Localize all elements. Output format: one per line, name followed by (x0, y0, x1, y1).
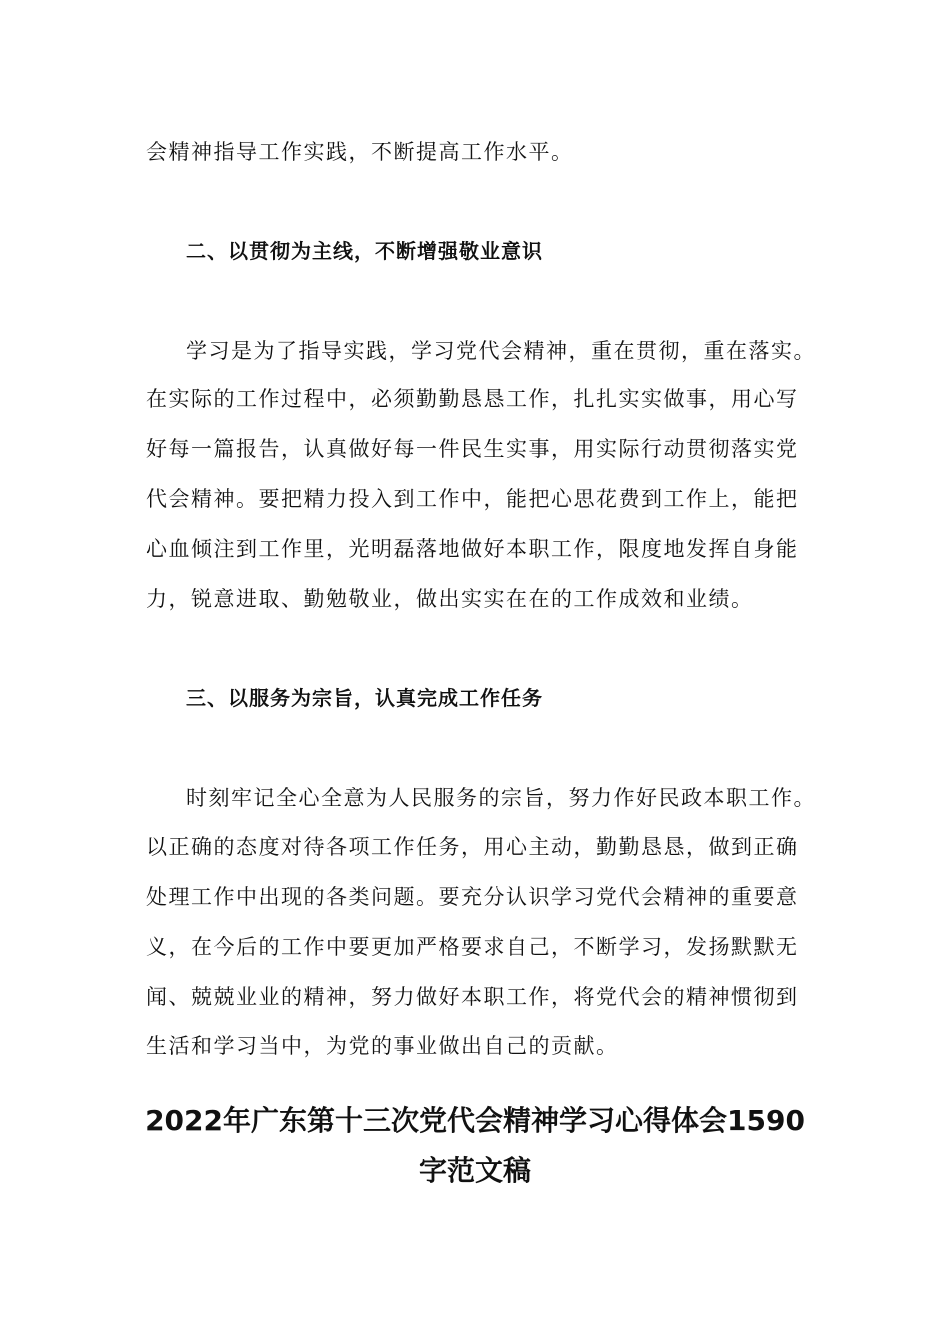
paragraph-line: 生活和学习当中，为党的事业做出自己的贡献。 (146, 1034, 619, 1058)
document-title: 2022年广东第十三次党代会精神学习心得体会1590 (145, 1104, 805, 1137)
paragraph-line: 力，锐意进取、勤勉敬业，做出实实在在的工作成效和业绩。 (146, 587, 754, 611)
document-title-continued: 字范文稿 (418, 1154, 531, 1187)
paragraph-line: 在实际的工作过程中，必须勤勤恳恳工作，扎扎实实做事，用心写 (146, 387, 799, 411)
section-heading-3: 三、以服务为宗旨，认真完成工作任务 (186, 686, 543, 710)
paragraph-line: 好每一篇报告，认真做好每一件民生实事，用实际行动贯彻落实党 (146, 437, 799, 461)
paragraph-line: 代会精神。要把精力投入到工作中，能把心思花费到工作上，能把 (146, 487, 799, 511)
paragraph-line: 会精神指导工作实践，不断提高工作水平。 (146, 140, 574, 164)
paragraph-line: 心血倾注到工作里，光明磊落地做好本职工作，限度地发挥自身能 (146, 537, 799, 561)
paragraph-line: 义，在今后的工作中要更加严格要求自己，不断学习，发扬默默无 (146, 935, 799, 959)
paragraph-line: 以正确的态度对待各项工作任务，用心主动，勤勤恳恳，做到正确 (146, 835, 799, 859)
section-heading-2: 二、以贯彻为主线，不断增强敬业意识 (186, 239, 543, 263)
paragraph-line: 闻、兢兢业业的精神，努力做好本职工作，将党代会的精神惯彻到 (146, 985, 799, 1009)
paragraph-line: 处理工作中出现的各类问题。要充分认识学习党代会精神的重要意 (146, 885, 799, 909)
paragraph-line: 时刻牢记全心全意为人民服务的宗旨，努力作好民政本职工作。 (186, 786, 816, 810)
paragraph-line: 学习是为了指导实践，学习党代会精神，重在贯彻，重在落实。 (186, 339, 816, 363)
